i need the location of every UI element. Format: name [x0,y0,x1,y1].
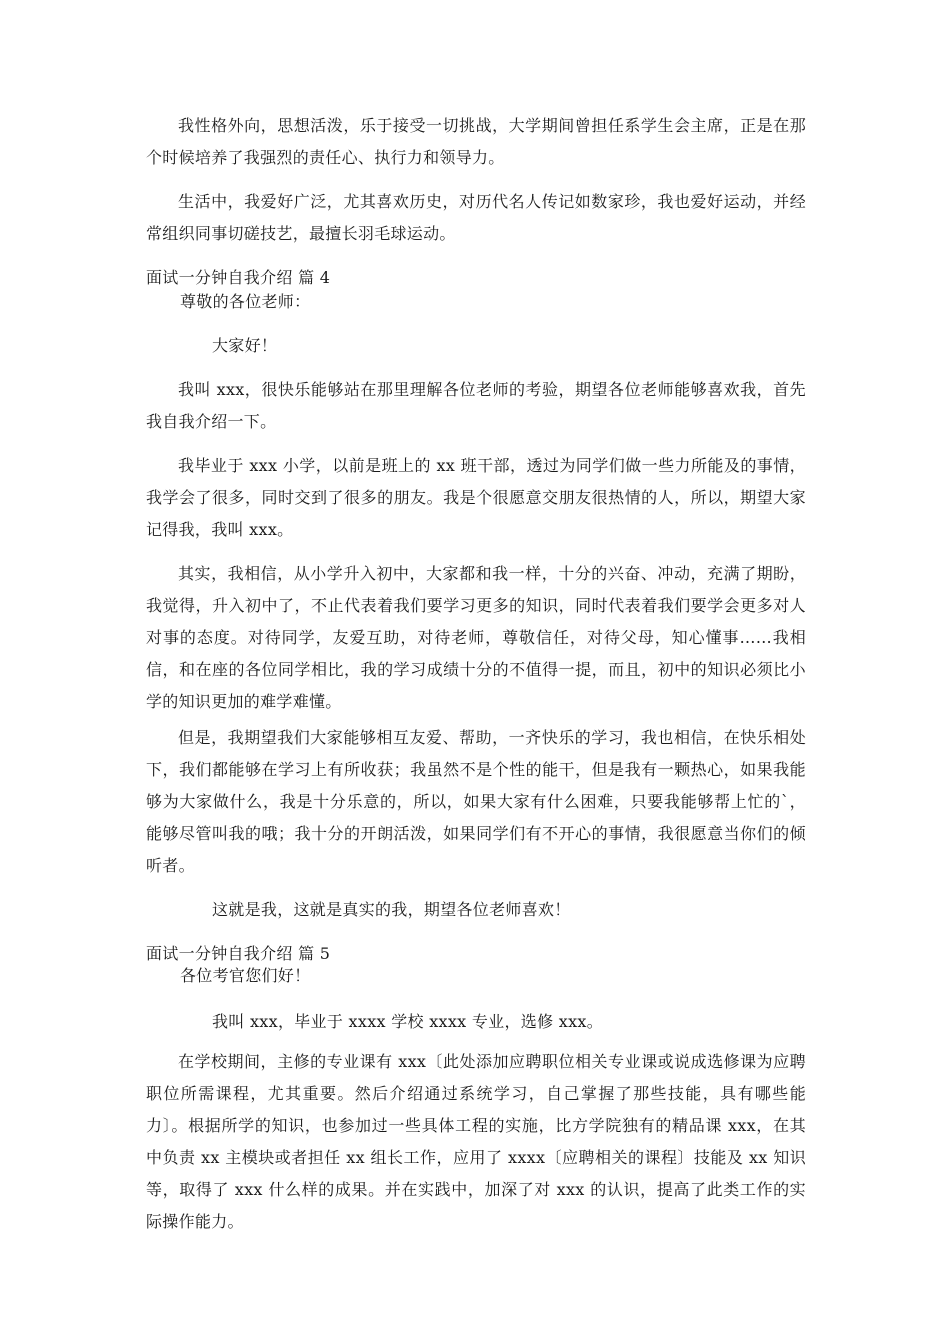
section-title: 面试一分钟自我介绍 篇 5 [146,944,331,963]
paragraph: 我毕业于 xxx 小学，以前是班上的 xx 班干部，透过为同学们做一些力所能及的事情，我学会了很多，同时交到了很多的朋友。我是个很愿意交朋友很热情的人，所以，期望大家记得我，我叫 xxx。 [146,456,806,539]
paragraph: 在学校期间，主修的专业课有 xxx〔此处添加应聘职位相关专业课或说成选修课为应聘职位所需课程，尤其重要。然后介绍通过系统学习，自己掌握了那些技能，具有哪些能力〕。根据所学的知识，也参加过一些具体工程的实施，比方学院独有的精品课 xxx，在其中负责 xx 主模块或者担任 xx 组长工作，应用了 xxxx〔应聘相关的课程〕技能及 xx 知识等，取得了 xxx 什么样的成果。并在实践中，加深了对 xxx 的认识，提高了此类工作的实际操作能力。 [146,1052,806,1231]
paragraph: 我叫 xxx，毕业于 xxxx 学校 xxxx 专业，选修 xxx。 [212,1012,604,1031]
paragraph: 我叫 xxx，很快乐能够站在那里理解各位老师的考验，期望各位老师能够喜欢我，首先我自我介绍一下。 [146,380,806,431]
paragraph: 生活中，我爱好广泛，尤其喜欢历史，对历代名人传记如数家珍，我也爱好运动，并经常组织同事切磋技艺，最擅长羽毛球运动。 [146,192,806,243]
closing-line: 这就是我，这就是真实的我，期望各位老师喜欢！ [212,900,571,919]
salutation: 各位考官您们好！ [180,966,311,985]
section-title: 面试一分钟自我介绍 篇 4 [146,268,331,287]
greeting: 大家好！ [212,336,278,355]
paragraph: 但是，我期望我们大家能够相互友爱、帮助，一齐快乐的学习，我也相信，在快乐相处下，我们都能够在学习上有所收获；我虽然不是个性的能干，但是我有一颗热心，如果我能够为大家做什么，我是十分乐意的，所以，如果大家有什么困难，只要我能够帮上忙的`，能够尽管叫我的哦；我十分的开朗活泼，如果同学们有不开心的事情，我很愿意当你们的倾听者。 [146,728,806,875]
paragraph: 我性格外向，思想活泼，乐于接受一切挑战，大学期间曾担任系学生会主席，正是在那个时候培养了我强烈的责任心、执行力和领导力。 [146,116,806,167]
salutation: 尊敬的各位老师： [180,292,311,311]
paragraph: 其实，我相信，从小学升入初中，大家都和我一样，十分的兴奋、冲动，充满了期盼，我觉得，升入初中了，不止代表着我们要学习更多的知识，同时代表着我们要学会更多对人对事的态度。对待同学，友爱互助，对待老师，尊敬信任，对待父母，知心懂事……我相信，和在座的各位同学相比，我的学习成绩十分的不值得一提，而且，初中的知识必须比小学的知识更加的难学难懂。 [146,564,806,711]
